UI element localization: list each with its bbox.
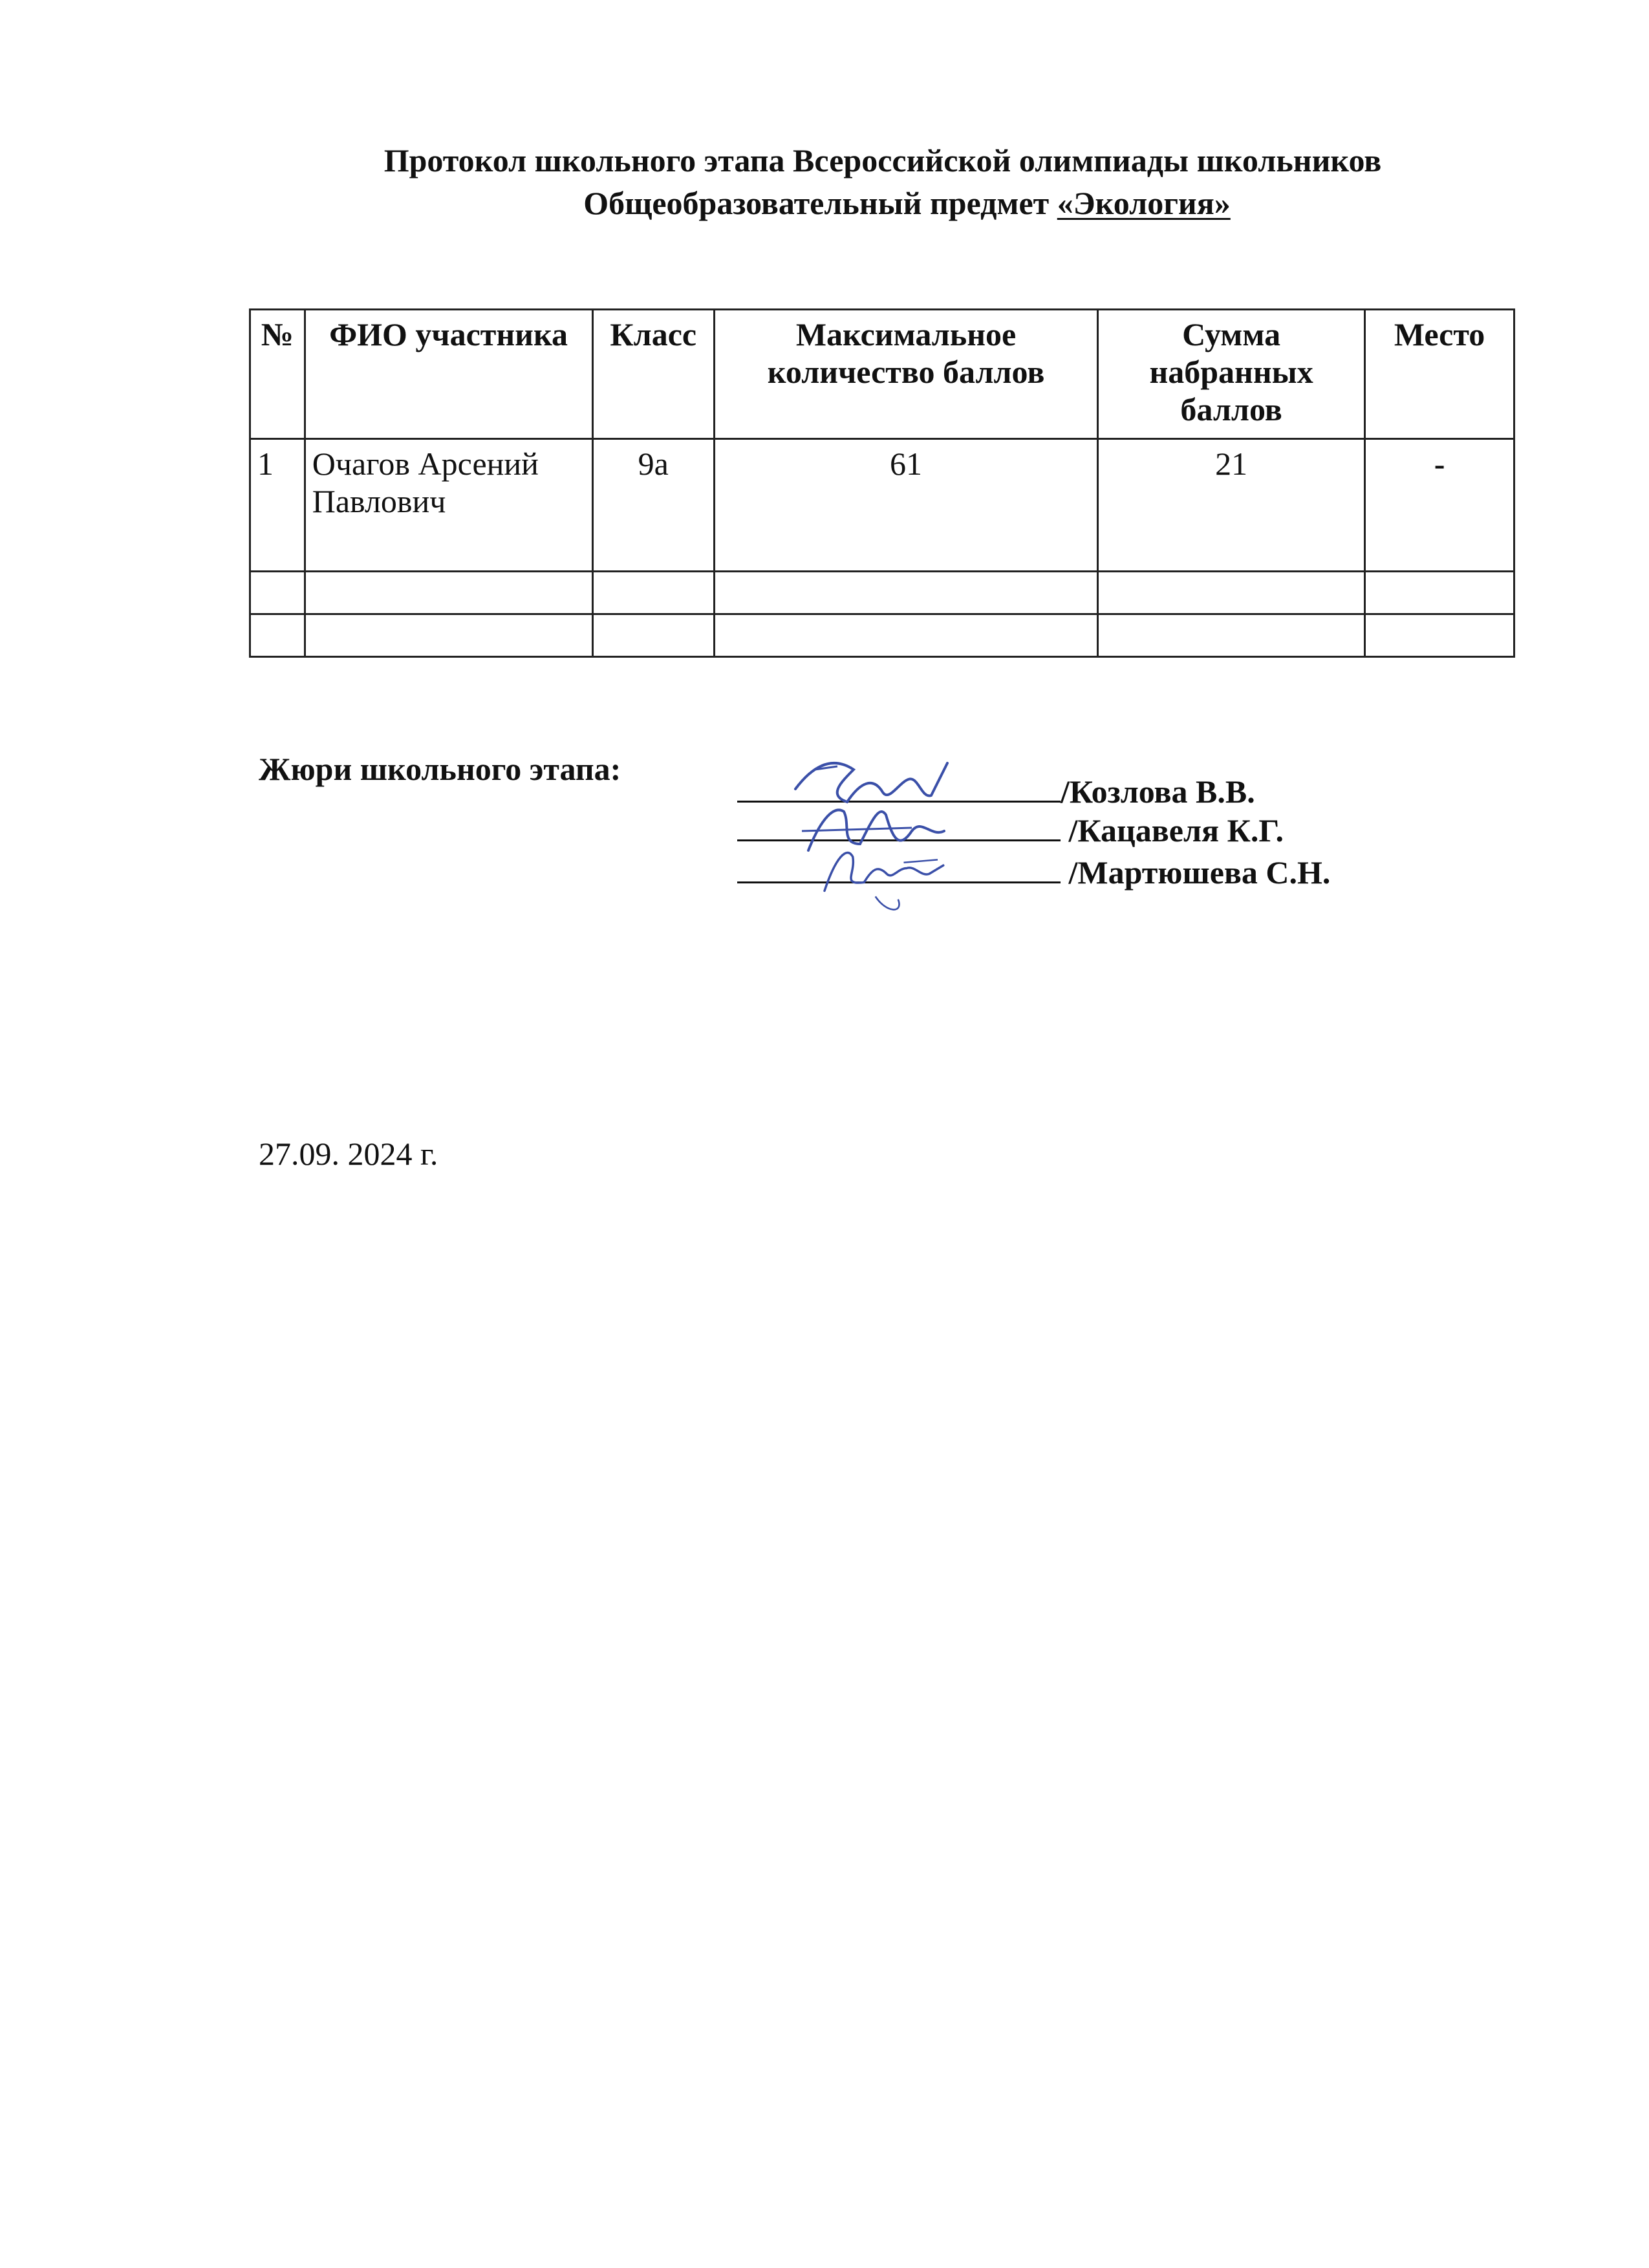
header-num: № xyxy=(250,310,305,439)
document-date: 27.09. 2024 г. xyxy=(259,1136,438,1172)
jury-member-name: /Козлова В.В. xyxy=(1061,773,1255,810)
cell-class: 9а xyxy=(592,439,715,572)
table-row-empty xyxy=(250,614,1514,657)
header-total-score: Сумма набранных баллов xyxy=(1098,310,1365,439)
results-table xyxy=(249,308,1515,658)
cell-num: 1 xyxy=(250,439,305,572)
table-header-row xyxy=(250,310,1514,439)
cell-place: - xyxy=(1365,439,1514,572)
document-title xyxy=(0,139,1649,224)
title-line-2-prefix: Общеобразовательный предмет xyxy=(583,185,1057,221)
title-line-2 xyxy=(0,182,1649,224)
table-row xyxy=(250,439,1514,572)
table-row-empty xyxy=(250,572,1514,614)
header-max-score: Максимальное количество баллов xyxy=(715,310,1098,439)
jury-label: Жюри школьного этапа: xyxy=(259,751,621,787)
header-class: Класс xyxy=(592,310,715,439)
subject-name: «Экология» xyxy=(1057,185,1231,221)
header-fio: ФИО участника xyxy=(305,310,592,439)
title-line-1: Протокол школьного этапа Всероссийской олимпиады школьников xyxy=(383,142,1382,178)
cell-max-score: 61 xyxy=(715,439,1098,572)
signature-3-icon xyxy=(795,834,989,925)
cell-total-score: 21 xyxy=(1098,439,1365,572)
jury-member-name: /Мартюшева С.Н. xyxy=(1061,854,1331,891)
header-place: Место xyxy=(1365,310,1514,439)
cell-fio: Очагов Арсений Павлович xyxy=(305,439,592,572)
jury-member-name: /Кацавеля К.Г. xyxy=(1061,812,1284,848)
